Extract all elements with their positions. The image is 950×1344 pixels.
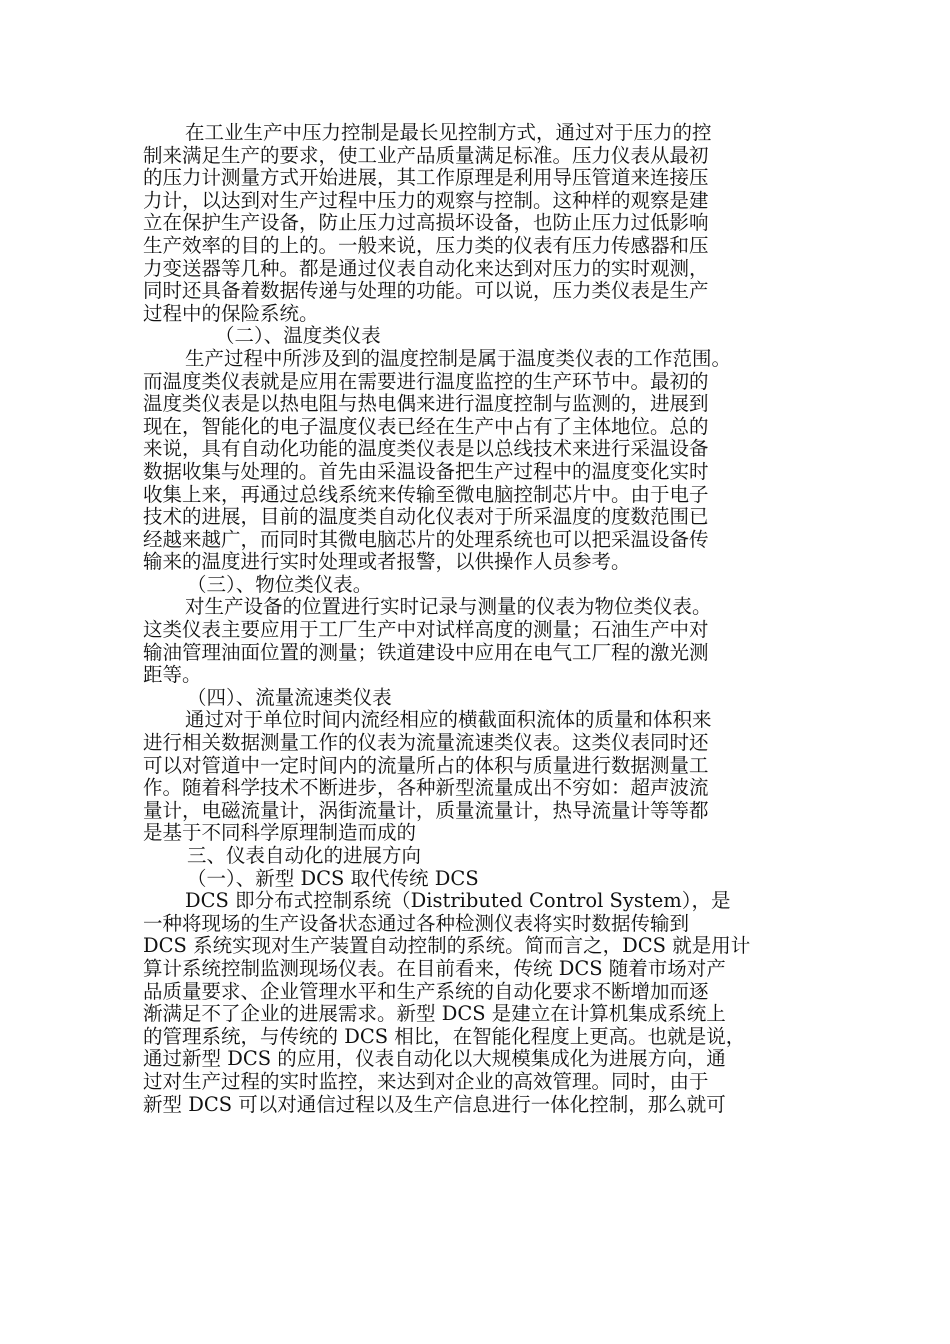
- paragraph-dcs-line: 品质量要求、企业管理水平和生产系统的自动化要求不断增加而逐: [143, 979, 709, 1003]
- paragraph-dcs-line: DCS 即分布式控制系统（Distributed Control System），是: [185, 889, 731, 913]
- paragraph-flow-line: 作。随着科学技术不断进步，各种新型流量成出不穷如：超声波流: [143, 776, 709, 800]
- paragraph-level-line: 输油管理油面位置的测量；铁道建设中应用在电气工厂程的激光测: [143, 640, 709, 664]
- paragraph-flow-line: 量计，电磁流量计，涡街流量计，质量流量计，热导流量计等等都: [143, 798, 709, 822]
- paragraph-level-line: 这类仪表主要应用于工厂生产中对试样高度的测量；石油生产中对: [143, 618, 709, 642]
- paragraph-flow-line: 进行相关数据测量工作的仪表为流量流速类仪表。这类仪表同时还: [143, 731, 709, 755]
- paragraph-temperature-line: 而温度类仪表就是应用在需要进行温度监控的生产环节中。最初的: [143, 369, 709, 393]
- section-heading-dcs: （一）、新型 DCS 取代传统 DCS: [187, 866, 479, 890]
- paragraph-pressure-line: 制来满足生产的要求，使工业产品质量满足标准。压力仪表从最初: [143, 143, 709, 167]
- section-heading-flow: （四）、流量流速类仪表: [187, 685, 392, 709]
- paragraph-flow-line: 通过对于单位时间内流经相应的横截面积流体的质量和体积来: [185, 708, 712, 732]
- paragraph-dcs-line: 一种将现场的生产设备状态通过各种检测仪表将实时数据传输到: [143, 911, 690, 935]
- paragraph-temperature-line: 来说，具有自动化功能的温度类仪表是以总线技术来进行采温设备: [143, 437, 709, 461]
- paragraph-temperature-line: 输来的温度进行实时处理或者报警，以供操作人员参考。: [143, 550, 631, 574]
- paragraph-temperature-line: 温度类仪表是以热电阻与热电偶来进行温度控制与监测的，进展到: [143, 392, 709, 416]
- paragraph-dcs-line: 通过新型 DCS 的应用，仪表自动化以大规模集成化为进展方向，通: [143, 1047, 726, 1071]
- paragraph-temperature-line: 现在，智能化的电子温度仪表已经在生产中占有了主体地位。总的: [143, 414, 709, 438]
- section-heading-temperature: （二）、温度类仪表: [215, 324, 381, 348]
- paragraph-flow-line: 是基于不同科学原理制造而成的: [143, 821, 417, 845]
- paragraph-pressure-line: 生产效率的目的上的。一般来说，压力类的仪表有压力传感器和压: [143, 233, 709, 257]
- paragraph-pressure-line: 在工业生产中压力控制是最长见控制方式，通过对于压力的控: [185, 121, 712, 144]
- paragraph-temperature-line: 数据收集与处理的。首先由采温设备把生产过程中的温度变化实时: [143, 459, 709, 483]
- paragraph-level-line: 距等。: [143, 663, 202, 687]
- paragraph-pressure-line: 力变送器等几种。都是通过仪表自动化来达到对压力的实时观测，: [143, 256, 709, 280]
- paragraph-temperature-line: 技术的进展，目前的温度类自动化仪表对于所采温度的度数范围已: [143, 505, 709, 529]
- paragraph-level-line: 对生产设备的位置进行实时记录与测量的仪表为物位类仪表。: [185, 595, 712, 619]
- paragraph-temperature-line: 经越来越广，而同时其微电脑芯片的处理系统也可以把采温设备传: [143, 527, 709, 551]
- paragraph-flow-line: 可以对管道中一定时间内的流量所占的体积与质量进行数据测量工: [143, 753, 709, 777]
- section-heading-level: （三）、物位类仪表。: [187, 572, 373, 596]
- paragraph-temperature-line: 生产过程中所涉及到的温度控制是属于温度类仪表的工作范围。: [185, 346, 732, 370]
- paragraph-pressure-line: 过程中的保险系统。: [143, 301, 319, 325]
- paragraph-pressure-line: 力计，以达到对生产过程中压力的观察与控制。这种样的观察是建: [143, 188, 709, 212]
- paragraph-dcs-line: 算计系统控制监测现场仪表。在目前看来，传统 DCS 随着市场对产: [143, 956, 726, 980]
- document-body: [143, 122, 815, 1116]
- paragraph-dcs-line: 过对生产过程的实时监控，来达到对企业的高效管理。同时，由于: [143, 1069, 709, 1093]
- paragraph-dcs-line: 的管理系统，与传统的 DCS 相比，在智能化程度上更高。也就是说，: [143, 1024, 746, 1048]
- paragraph-dcs-line: DCS 系统实现对生产装置自动控制的系统。简而言之，DCS 就是用计: [143, 934, 751, 958]
- chapter-heading-development: 三、仪表自动化的进展方向: [187, 844, 422, 867]
- paragraph-pressure-line: 立在保护生产设备，防止压力过高损坏设备，也防止压力过低影响: [143, 211, 709, 235]
- paragraph-pressure-line: 的压力计测量方式开始进展，其工作原理是利用导压管道来连接压: [143, 166, 709, 190]
- paragraph-dcs-line: 新型 DCS 可以对通信过程以及生产信息进行一体化控制，那么就可: [143, 1092, 726, 1116]
- paragraph-pressure-line: 同时还具备着数据传递与处理的功能。可以说，压力类仪表是生产: [143, 279, 709, 303]
- paragraph-dcs-line: 渐满足不了企业的进展需求。新型 DCS 是建立在计算机集成系统上: [143, 1002, 726, 1026]
- paragraph-temperature-line: 收集上来，再通过总线系统来传输至微电脑控制芯片中。由于电子: [143, 482, 709, 506]
